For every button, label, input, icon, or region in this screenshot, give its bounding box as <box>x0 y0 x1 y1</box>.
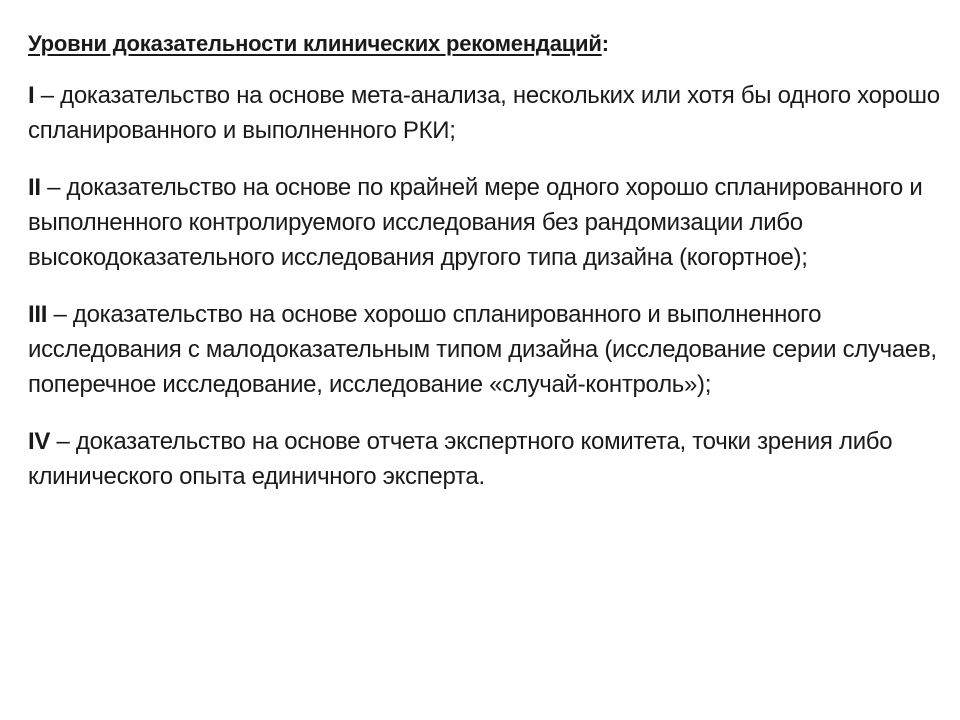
evidence-level-3 <box>28 297 943 402</box>
evidence-level-1-text: – доказательство на основе мета-анализа, нескольких или хотя бы одного хорошо спланированного и выполненного РКИ; <box>28 82 940 144</box>
evidence-level-2-label: II <box>28 174 41 201</box>
evidence-level-4-label: IV <box>28 428 51 455</box>
evidence-level-1-label: I <box>28 82 35 109</box>
evidence-level-2-text: – доказательство на основе по крайней мере одного хорошо спланированного и выполненного контролируемого исследования без рандомизации либо высокодоказательного исследования другого типа дизайна (когортное); <box>28 174 923 271</box>
evidence-level-1 <box>28 78 943 148</box>
evidence-level-4 <box>28 424 943 494</box>
evidence-level-2 <box>28 170 943 275</box>
slide-title <box>28 28 943 60</box>
evidence-level-4-text: – доказательство на основе отчета экспертного комитета, точки зрения либо клинического опыта единичного эксперта. <box>28 428 893 490</box>
evidence-level-3-text: – доказательство на основе хорошо спланированного и выполненного исследования с малодоказательным типом дизайна (исследование серии случаев, поперечное исследование, исследование «случай-контроль»); <box>28 301 937 398</box>
slide-title-text: Уровни доказательности клинических рекомендаций <box>28 31 602 56</box>
slide-content <box>28 28 943 516</box>
slide-title-colon: : <box>601 31 609 56</box>
evidence-level-3-label: III <box>28 301 48 328</box>
